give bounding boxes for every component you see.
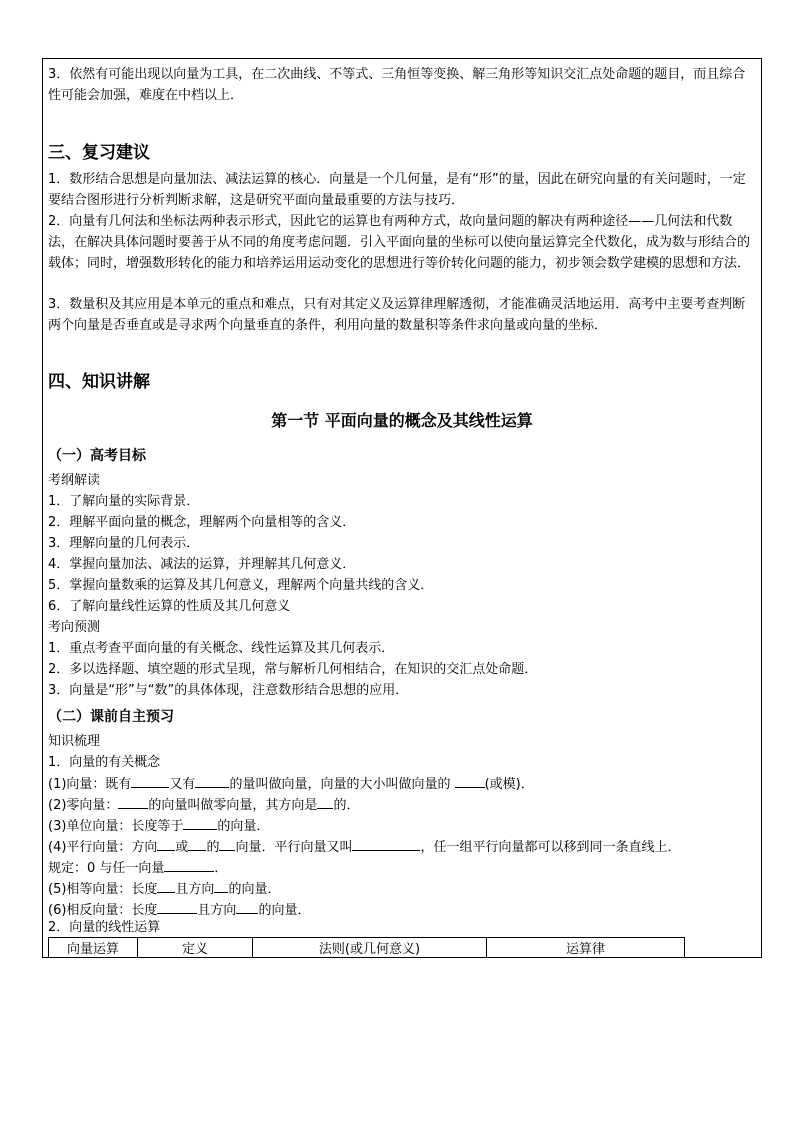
section3-item1: 1．数形结合思想是向量加法、减法运算的核心．向量是一个几何量，是有“形”的量，因此在研究向量的有关问题时，一定要结合图形进行分析判断求解，这是研究平面向量最重要的方法与技巧． <box>48 172 746 208</box>
table-header-cell: 运算律 <box>487 938 685 958</box>
concept-unit-vector: (3)单位向量：长度等于 的向量． <box>48 815 748 837</box>
forecast-item: 3．向量是“形”与“数”的具体体现，注意数形结合思想的应用． <box>48 683 409 698</box>
table-header-row <box>49 938 685 958</box>
lesson-title: 第一节 平面向量的概念及其线性运算 <box>271 411 533 430</box>
table-header-cell: 向量运算 <box>49 938 138 958</box>
forecast-item: 1．重点考查平面向量的有关概念、线性运算及其几何表示． <box>48 641 395 656</box>
fill-blank[interactable] <box>188 836 206 851</box>
fill-blank[interactable] <box>183 815 217 830</box>
concept-opposite-vector: (6)相反向量：长度 且方向 的向量． <box>48 899 748 921</box>
outline-item: 3．理解向量的几何表示． <box>48 536 200 551</box>
forecast-label: 考向预测 <box>48 620 101 635</box>
concept-rule: 规定：0 与任一向量 ． <box>48 857 748 879</box>
fill-blank[interactable] <box>164 857 214 872</box>
fill-blank[interactable] <box>157 878 175 893</box>
linear-ops-title: 2．向量的线性运算 <box>48 920 161 935</box>
fill-blank[interactable] <box>317 794 333 809</box>
fill-blank[interactable] <box>219 836 235 851</box>
outline-item: 2．理解平面向量的概念，理解两个向量相等的含义． <box>48 515 356 530</box>
section4-heading: 四、知识讲解 <box>48 372 150 392</box>
outline-item: 6．了解向量线性运算的性质及其几何意义 <box>48 599 291 614</box>
fill-blank[interactable] <box>195 773 229 788</box>
fill-blank[interactable] <box>131 773 169 788</box>
section3-item3: 3．数量积及其应用是本单元的重点和难点，只有对其定义及运算律理解透彻，才能准确灵活地运用．高考中主要考查判断两个向量是否垂直或是寻求两个向量垂直的条件，利用向量的数量积等条件求向量或向量的坐标． <box>48 297 746 333</box>
outline-item: 5．掌握向量数乘的运算及其几何意义，理解两个向量共线的含义． <box>48 578 434 593</box>
forecast-item: 2．多以选择题、填空题的形式呈现，常与解析几何相结合，在知识的交汇点处命题． <box>48 662 538 677</box>
concepts-title: 1．向量的有关概念 <box>48 755 161 770</box>
outline-item: 4．掌握向量加法、减法的运算，并理解其几何意义． <box>48 557 356 572</box>
linear-ops-table <box>48 937 685 958</box>
fill-blank[interactable] <box>236 899 258 914</box>
part2-heading: （二）课前自主预习 <box>48 709 174 725</box>
concept-vector: (1)向量：既有 又有 的量叫做向量，向量的大小叫做向量的 (或模)． <box>48 773 748 795</box>
concept-zero-vector: (2)零向量： 的向量叫做零向量，其方向是 的． <box>48 794 748 816</box>
table-header-cell: 定义 <box>138 938 253 958</box>
fill-blank[interactable] <box>118 794 148 809</box>
fill-blank[interactable] <box>157 836 175 851</box>
fill-blank[interactable] <box>214 878 228 893</box>
fill-blank[interactable] <box>157 899 197 914</box>
section3-heading: 三、复习建议 <box>48 143 150 163</box>
concept-equal-vector: (5)相等向量：长度 且方向 的向量． <box>48 878 748 900</box>
fill-blank[interactable] <box>455 773 485 788</box>
table-header-cell: 法则(或几何意义) <box>253 938 487 958</box>
part1-heading: （一）高考目标 <box>48 448 146 464</box>
concept-parallel-vector: (4)平行向量：方向 或 的 向量．平行向量又叫 ，任一组平行向量都可以移到同一条直线上． <box>48 836 748 858</box>
sort-label: 知识梳理 <box>48 734 101 749</box>
outline-label: 考纲解读 <box>48 473 101 488</box>
section3-item2: 2．向量有几何法和坐标法两种表示形式，因此它的运算也有两种方式，故向量问题的解决有两种途径——几何法和代数法，在解决具体问题时要善于从不同的角度考虑问题．引入平面向量的坐标可以使向量运算完全代数化，成为数与形结合的载体；同时，增强数形转化的能力和培养运用运动变化的思想进行等价转化问题的能力，初步领会数学建模的思想和方法． <box>48 214 751 271</box>
fill-blank[interactable] <box>352 836 420 851</box>
outline-item: 1．了解向量的实际背景． <box>48 494 200 509</box>
section2-item3: 3．依然有可能出现以向量为工具，在二次曲线、不等式、三角恒等变换、解三角形等知识交汇点处命题的题目，而且综合性可能会加强，难度在中档以上． <box>48 67 746 103</box>
